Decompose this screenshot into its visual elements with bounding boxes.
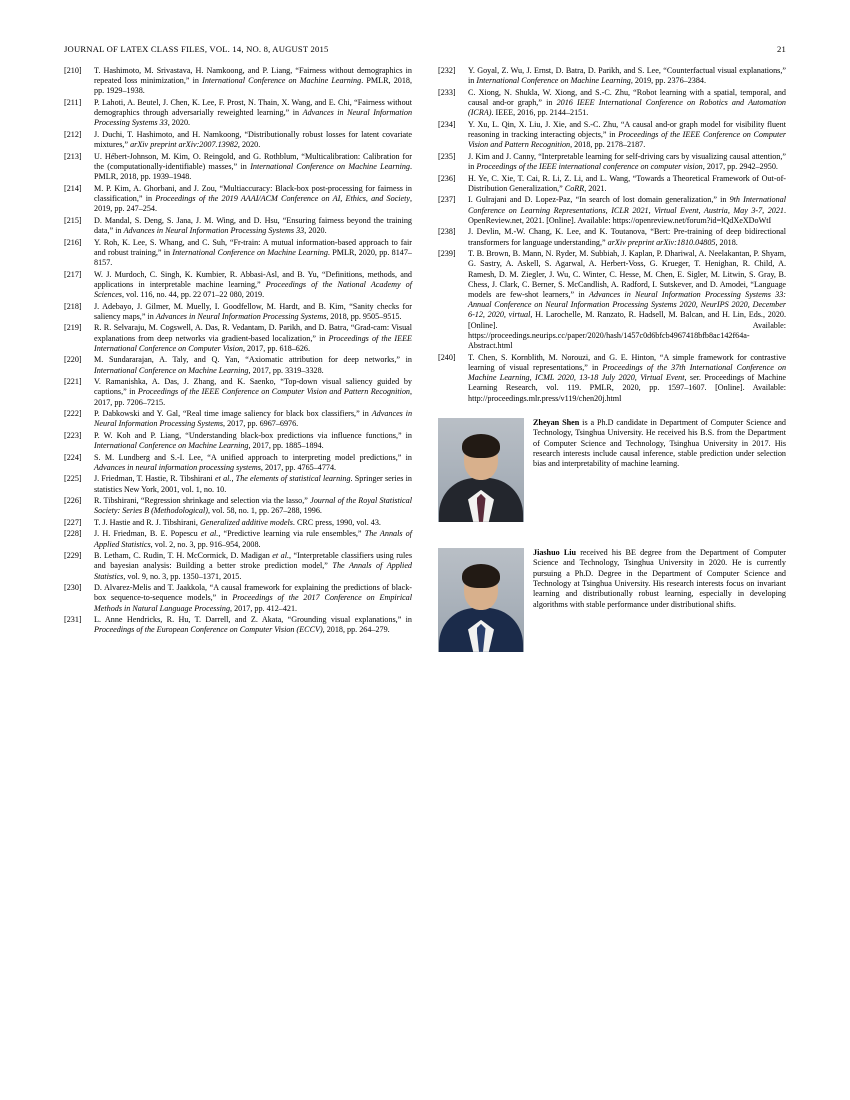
- reference-item: [438, 227, 786, 247]
- reference-number: [238]: [438, 227, 456, 237]
- reference-number: [217]: [64, 269, 82, 279]
- reference-item: [438, 88, 786, 119]
- reference-item: [64, 98, 412, 129]
- reference-item: [64, 615, 412, 635]
- reference-number: [237]: [438, 195, 456, 205]
- reference-list-left: [64, 66, 412, 636]
- reference-number: [239]: [438, 249, 456, 259]
- reference-text: T. J. Hastie and R. J. Tibshirani, Generalized additive models. CRC press, 1990, vol. 43.: [94, 517, 381, 527]
- reference-item: [438, 353, 786, 404]
- reference-number: [220]: [64, 355, 82, 365]
- reference-item: [64, 377, 412, 408]
- reference-text: J. Adebayo, J. Gilmer, M. Muelly, I. Goodfellow, M. Hardt, and B. Kim, “Sanity checks for saliency maps,” in Advances in Neural Information Processing Systems, 2018, pp. 9505–9515.: [94, 301, 412, 321]
- reference-item: [438, 66, 786, 86]
- reference-item: [64, 355, 412, 375]
- reference-number: [228]: [64, 529, 82, 539]
- reference-item: [64, 496, 412, 516]
- reference-number: [218]: [64, 301, 82, 311]
- reference-text: J. Devlin, M.-W. Chang, K. Lee, and K. Toutanova, “Bert: Pre-training of deep bidirectional transformers for language understanding,” arXiv preprint arXiv:1810.04805, 2018.: [468, 227, 786, 247]
- reference-text: P. Dabkowski and Y. Gal, “Real time image saliency for black box classifiers,” in Advances in Neural Information Processing Systems, 2017, pp. 6967–6976.: [94, 409, 413, 429]
- reference-text: Y. Xu, L. Qin, X. Liu, J. Xie, and S.-C. Zhu, “A causal and-or graph model for visibility fluent reasoning in tracking interacting objects,” in Proceedings of the IEEE Conference on Computer Vision and Pattern Recognition, 2018, pp. 2178–2187.: [468, 119, 786, 150]
- reference-item: [438, 152, 786, 172]
- reference-item: [64, 216, 412, 236]
- author-biographies: [438, 418, 786, 652]
- reference-item: [64, 184, 412, 215]
- reference-number: [235]: [438, 151, 456, 161]
- reference-number: [233]: [438, 87, 456, 97]
- reference-number: [214]: [64, 183, 82, 193]
- reference-text: Y. Roh, K. Lee, S. Whang, and C. Suh, “Fr-train: A mutual information-based approach to fair and robust training,” in International Conference on Machine Learning. PMLR, 2020, pp. 8147–8157.: [94, 237, 412, 267]
- reference-number: [234]: [438, 119, 456, 129]
- reference-item: [64, 453, 412, 473]
- page-header: [64, 44, 786, 54]
- reference-item: [64, 529, 412, 549]
- page-number: 21: [777, 44, 786, 54]
- reference-item: [438, 120, 786, 151]
- reference-text: H. Ye, C. Xie, T. Cai, R. Li, Z. Li, and L. Wang, “Towards a Theoretical Framework of Out-of-Distribution Generalization,” CoRR, 2021.: [468, 173, 786, 193]
- reference-item: [64, 518, 412, 528]
- reference-text: I. Gulrajani and D. Lopez-Paz, “In search of lost domain generalization,” in 9th International Conference on Learning Representations, ICLR 2021, Virtual Event, Austria, May 3-7, 2021. OpenReview.net, 2021. [Online]. Available: https://openreview.net/forum?id=lQdXeXDoWtI: [468, 195, 787, 225]
- reference-text: D. Alvarez-Melis and T. Jaakkola, “A causal framework for explaining the predictions of black-box sequence-to-sequence models,” in Proceedings of the 2017 Conference on Empirical Methods in Natural Language Processing, 2017, pp. 412–421.: [94, 583, 412, 613]
- reference-item: [64, 302, 412, 322]
- author-bio-text: received his BE degree from the Department of Computer Science and Technology, Tsinghua University in 2020. He is currently pursuing a Ph.D. Degree in the Department of Computer Science and Technology at Tsinghua University. His research interests focus on invariant learning and distributionally robust learning, especially in developing algorithms with stable performance under distributional shifts.: [533, 547, 786, 609]
- reference-number: [213]: [64, 151, 82, 161]
- author-bio: [438, 418, 786, 522]
- reference-item: [64, 474, 412, 494]
- reference-item: [64, 152, 412, 183]
- reference-text: S. M. Lundberg and S.-I. Lee, “A unified approach to interpreting model predictions,” in Advances in neural information processing systems, 2017, pp. 4765–4774.: [94, 452, 412, 472]
- reference-text: R. Tibshirani, “Regression shrinkage and selection via the lasso,” Journal of the Royal Statistical Society: Series B (Methodological), vol. 58, no. 1, pp. 267–288, 1996.: [94, 496, 412, 516]
- reference-text: T. Chen, S. Kornblith, M. Norouzi, and G. E. Hinton, “A simple framework for contrastive learning of visual representations,” in Proceedings of the 37th International Conference on Machine Learning, ICML 2020, 13-18 July 2020, Virtual Event, ser. Proceedings of Machine Learning Research, vol. 119. PMLR, 2020, pp. 1597–1607. [Online]. Available: http://proceedings.mlr.press/v119/chen20j.html: [468, 352, 787, 403]
- reference-item: [64, 270, 412, 301]
- reference-number: [229]: [64, 551, 82, 561]
- reference-text: P. Lahoti, A. Beutel, J. Chen, K. Lee, F. Prost, N. Thain, X. Wang, and E. Chi, “Fairness without demographics through adversarially reweighted learning,” in Advances in Neural Information Processing Systems 33, 2020.: [94, 98, 413, 128]
- reference-number: [236]: [438, 173, 456, 183]
- reference-text: B. Letham, C. Rudin, T. H. McCormick, D. Madigan et al., “Interpretable classifiers using rules and bayesian analysis: Building a better stroke prediction model,” The Annals of Applied Statistics, vol. 9, no. 3, pp. 1350–1371, 2015.: [94, 551, 412, 581]
- reference-item: [438, 249, 786, 351]
- reference-number: [212]: [64, 130, 82, 139]
- reference-text: J. Friedman, T. Hastie, R. Tibshirani et al., The elements of statistical learning. Springer series in statistics New York, 2001, vol. 1, no. 10.: [94, 474, 412, 494]
- reference-text: M. P. Kim, A. Ghorbani, and J. Zou, “Multiaccuracy: Black-box post-processing for fairness in classification,” in Proceedings of the 2019 AAAI/ACM Conference on AI, Ethics, and Society, 2019, pp. 247–254.: [94, 183, 413, 214]
- reference-text: R. R. Selvaraju, M. Cogswell, A. Das, R. Vedantam, D. Parikh, and D. Batra, “Grad-cam: Visual explanations from deep networks via gradient-based localization,” in Proceedings of the IEEE International Conference on Computer Vision, 2017, pp. 618–626.: [94, 323, 413, 353]
- reference-number: [230]: [64, 583, 82, 593]
- author-name: Zheyan Shen: [533, 417, 580, 427]
- reference-item: [64, 66, 412, 97]
- portrait-photo: [438, 418, 524, 522]
- portrait-photo: [438, 548, 524, 652]
- reference-number: [240]: [438, 352, 456, 362]
- reference-item: [64, 409, 412, 429]
- reference-text: V. Ramanishka, A. Das, J. Zhang, and K. Saenko, “Top-down visual saliency guided by captions,” in Proceedings of the IEEE Conference on Computer Vision and Pattern Recognition, 2017, pp. 7206–7215.: [94, 377, 412, 407]
- reference-number: [219]: [64, 323, 82, 333]
- author-name: Jiashuo Liu: [533, 547, 577, 557]
- reference-text: Y. Goyal, Z. Wu, J. Ernst, D. Batra, D. Parikh, and S. Lee, “Counterfactual visual explanations,” in International Conference on Machine Learning, 2019, pp. 2376–2384.: [468, 66, 786, 86]
- reference-text: W. J. Murdoch, C. Singh, K. Kumbier, R. Abbasi-Asl, and B. Yu, “Definitions, methods, and applications in interpretable machine learning,” Proceedings of the National Academy of Sciences, vol. 116, no. 44, pp. 22 071–22 080, 2019.: [94, 269, 412, 299]
- reference-number: [224]: [64, 452, 82, 462]
- reference-text: J. Kim and J. Canny, “Interpretable learning for self-driving cars by visualizing causal attention,” in Proceedings of the IEEE international conference on computer vision, 2017, pp. 2942–2950.: [468, 151, 786, 171]
- reference-text: P. W. Koh and P. Liang, “Understanding black-box predictions via influence functions,” in International Conference on Machine Learning, 2017, pp. 1885–1894.: [94, 430, 412, 451]
- reference-item: [438, 174, 786, 194]
- reference-list-right: [438, 66, 786, 404]
- left-column: [64, 66, 412, 1066]
- reference-text: C. Xiong, N. Shukla, W. Xiong, and S.-C. Zhu, “Robot learning with a spatial, temporal, and causal and-or graph,” in 2016 IEEE International Conference on Robotics and Automation (ICRA). IEEE, 2016, pp. 2144–2151.: [468, 87, 786, 118]
- journal-title: JOURNAL OF LATEX CLASS FILES, VOL. 14, NO. 8, AUGUST 2015: [64, 44, 329, 54]
- author-bio: [438, 548, 786, 652]
- reference-number: [221]: [64, 377, 82, 387]
- reference-number: [223]: [64, 430, 82, 440]
- reference-number: [225]: [64, 474, 82, 484]
- reference-text: T. Hashimoto, M. Srivastava, H. Namkoong, and P. Liang, “Fairness without demographics in repeated loss minimization,” in International Conference on Machine Learning. PMLR, 2018, pp. 1929–1938.: [94, 66, 412, 96]
- right-column: [438, 66, 786, 1066]
- reference-number: [231]: [64, 615, 82, 625]
- author-bio-text: is a Ph.D candidate in Department of Computer Science and Technology, Tsinghua University. He received his B.S. from the Department of Computer Science and Technology, Tsinghua University in 2017. His research interests include causal inference, stable prediction under selection bias and interpretability of machine learning.: [533, 417, 786, 469]
- reference-item: [64, 238, 412, 269]
- reference-item: [438, 195, 786, 226]
- reference-number: [227]: [64, 517, 82, 527]
- reference-item: [64, 431, 412, 451]
- reference-item: [64, 130, 412, 150]
- reference-text: J. H. Friedman, B. E. Popescu et al., “Predictive learning via rule ensembles,” The Annals of Applied Statistics, vol. 2, no. 3, pp. 916–954, 2008.: [94, 529, 412, 549]
- reference-number: [226]: [64, 496, 82, 506]
- reference-text: D. Mandal, S. Deng, S. Jana, J. M. Wing, and D. Hsu, “Ensuring fairness beyond the training data,” in Advances in Neural Information Processing Systems 33, 2020.: [94, 215, 412, 235]
- reference-item: [64, 551, 412, 582]
- reference-number: [232]: [438, 66, 456, 75]
- reference-text: M. Sundararajan, A. Taly, and Q. Yan, “Axiomatic attribution for deep networks,” in International Conference on Machine Learning, 2017, pp. 3319–3328.: [94, 355, 412, 375]
- two-column-body: [64, 66, 786, 1066]
- reference-number: [216]: [64, 237, 82, 247]
- reference-text: J. Duchi, T. Hashimoto, and H. Namkoong, “Distributionally robust losses for latent covariate mixtures,” arXiv preprint arXiv:2007.13982, 2020.: [94, 130, 412, 150]
- reference-text: L. Anne Hendricks, R. Hu, T. Darrell, and Z. Akata, “Grounding visual explanations,” in Proceedings of the European Conference on Computer Vision (ECCV), 2018, pp. 264–279.: [94, 615, 412, 635]
- reference-text: T. B. Brown, B. Mann, N. Ryder, M. Subbiah, J. Kaplan, P. Dhariwal, A. Neelakantan, P. Shyam, G. Sastry, A. Askell, S. Agarwal, A. Herbert-Voss, G. Krueger, T. Henighan, R. Child, A. Ramesh, D. M. Ziegler, J. Wu, C. Winter, C. Hesse, M. Chen, E. Sigler, M. Litwin, S. Gray, B. Chess, J. Clark, C. Berner, S. McCandlish, A. Radford, I. Sutskever, and D. Amodei, “Language models are few-shot learners,” in Advances in Neural Information Processing Systems 33: Annual Conference on Neural Information Processing Systems 2020, NeurIPS 2020, December 6-12, 2020, virtual, H. Larochelle, M. Ranzato, R. Hadsell, M. Balcan, and H. Lin, Eds., 2020. [Online]. Available: https://proceedings.neurips.cc/paper/2020/hash/1457c0d6bfcb4967418bfb8ac142f64a-Abstract.html: [468, 249, 786, 351]
- reference-number: [222]: [64, 409, 82, 419]
- reference-item: [64, 583, 412, 614]
- reference-number: [215]: [64, 215, 82, 225]
- reference-text: U. Hébert-Johnson, M. Kim, O. Reingold, and G. Rothblum, “Multicalibration: Calibration for the (computationally-identifiable) masses,” in International Conference on Machine Learning. PMLR, 2018, pp. 1939–1948.: [94, 151, 412, 182]
- reference-item: [64, 323, 412, 354]
- reference-number: [211]: [64, 98, 82, 107]
- reference-number: [210]: [64, 66, 82, 75]
